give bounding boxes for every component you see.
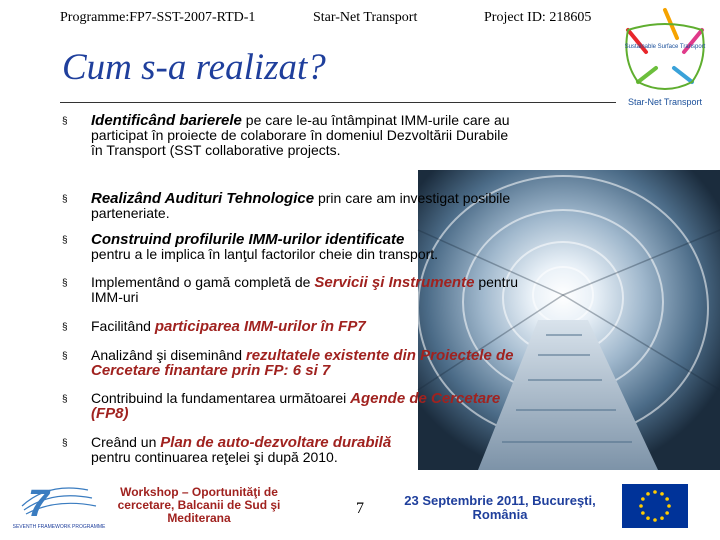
logo-top-text: Sustainable Surface Transport <box>624 44 706 50</box>
eu-star <box>653 518 657 522</box>
bullet-item <box>62 112 521 158</box>
bullet-item <box>62 190 521 221</box>
bullet-emphasis: Servicii şi Instrumente <box>314 274 475 291</box>
fp7-caption: SEVENTH FRAMEWORK PROGRAMME <box>12 524 106 530</box>
eu-star <box>665 511 669 515</box>
bullet-emphasis: Identificând barierele <box>91 112 242 129</box>
eu-star <box>646 516 650 520</box>
svg-text:7: 7 <box>28 483 50 525</box>
bullet-text: pentru a le implica în lanţul factorilor cheie din transport. <box>91 246 439 262</box>
page-number: 7 <box>356 500 364 517</box>
eu-star <box>641 511 645 515</box>
eu-star <box>639 504 643 508</box>
eu-star <box>660 516 664 520</box>
bullet-emphasis: rezultatele existente din Proiectele de Cercetare finantare prin FP: 6 si 7 <box>91 347 514 379</box>
bullet-text: Analizând şi diseminând <box>91 347 246 363</box>
bullet-marker: § <box>62 322 68 333</box>
fp7-logo <box>12 476 106 538</box>
bullet-text: prin care am investigat posibile parteneriate. <box>91 190 511 221</box>
bullet-marker: § <box>62 116 68 127</box>
bullet-marker: § <box>62 194 68 205</box>
bullet-marker: § <box>62 278 68 289</box>
bullet-text-tail: pentru IMM-uri <box>91 274 519 305</box>
slide-title: Cum s-a realizat? <box>62 47 326 88</box>
bullet-item <box>62 434 521 465</box>
bullet-text-tail: pentru continuarea reţelei şi după 2010. <box>91 449 338 465</box>
footer-workshop: Workshop – Oportunităţi de cercetare, Balcanii de Sud şi Mediterana <box>117 485 281 525</box>
logo-caption: Star-Net Transport <box>627 97 703 107</box>
bullet-emphasis: Agende de Cercetare (FP8) <box>91 390 501 422</box>
bullet-emphasis: participarea IMM-urilor în FP7 <box>154 318 366 335</box>
bullet-item <box>62 274 521 305</box>
star-net-logo <box>612 4 718 110</box>
bullet-marker: § <box>62 351 68 362</box>
bullet-text: Implementând o gamă completă de <box>91 274 315 290</box>
title-divider <box>60 102 616 103</box>
bullet-item <box>62 390 521 422</box>
bullet-marker: § <box>62 438 68 449</box>
bullet-emphasis: Construind profilurile IMM-urilor identificate <box>91 231 405 248</box>
header-programme: Programme:FP7-SST-2007-RTD-1 <box>60 10 256 25</box>
header-project-id: Project ID: 218605 <box>484 10 592 25</box>
header-network: Star-Net Transport <box>313 10 418 25</box>
bullet-text: pe care le-au întâmpinat IMM-urile care au participat în proiecte de colaborare în domeniul Dezvoltării Durabile în Transport (SST collaborative projects. <box>91 112 510 158</box>
bullet-text: Facilitând <box>91 318 155 334</box>
eu-star <box>653 490 657 494</box>
bullet-marker: § <box>62 235 68 246</box>
eu-star <box>665 497 669 501</box>
bullet-item <box>62 347 521 379</box>
bullet-item <box>62 318 521 335</box>
eu-star <box>667 504 671 508</box>
eu-flag-icon <box>622 484 688 528</box>
eu-star <box>646 492 650 496</box>
bullet-marker: § <box>62 394 68 405</box>
bullet-emphasis: Plan de auto-dezvoltare durabilă <box>160 434 392 451</box>
bullet-text: Contribuind la fundamentarea următoarei <box>91 390 351 406</box>
bullet-item <box>62 231 521 262</box>
footer-date: 23 Septembrie 2011, Bucureşti, România <box>404 493 596 522</box>
eu-star <box>660 492 664 496</box>
bullet-text: Creând un <box>91 434 161 450</box>
bullet-emphasis: Realizând Audituri Tehnologice <box>91 190 315 207</box>
eu-star <box>641 497 645 501</box>
